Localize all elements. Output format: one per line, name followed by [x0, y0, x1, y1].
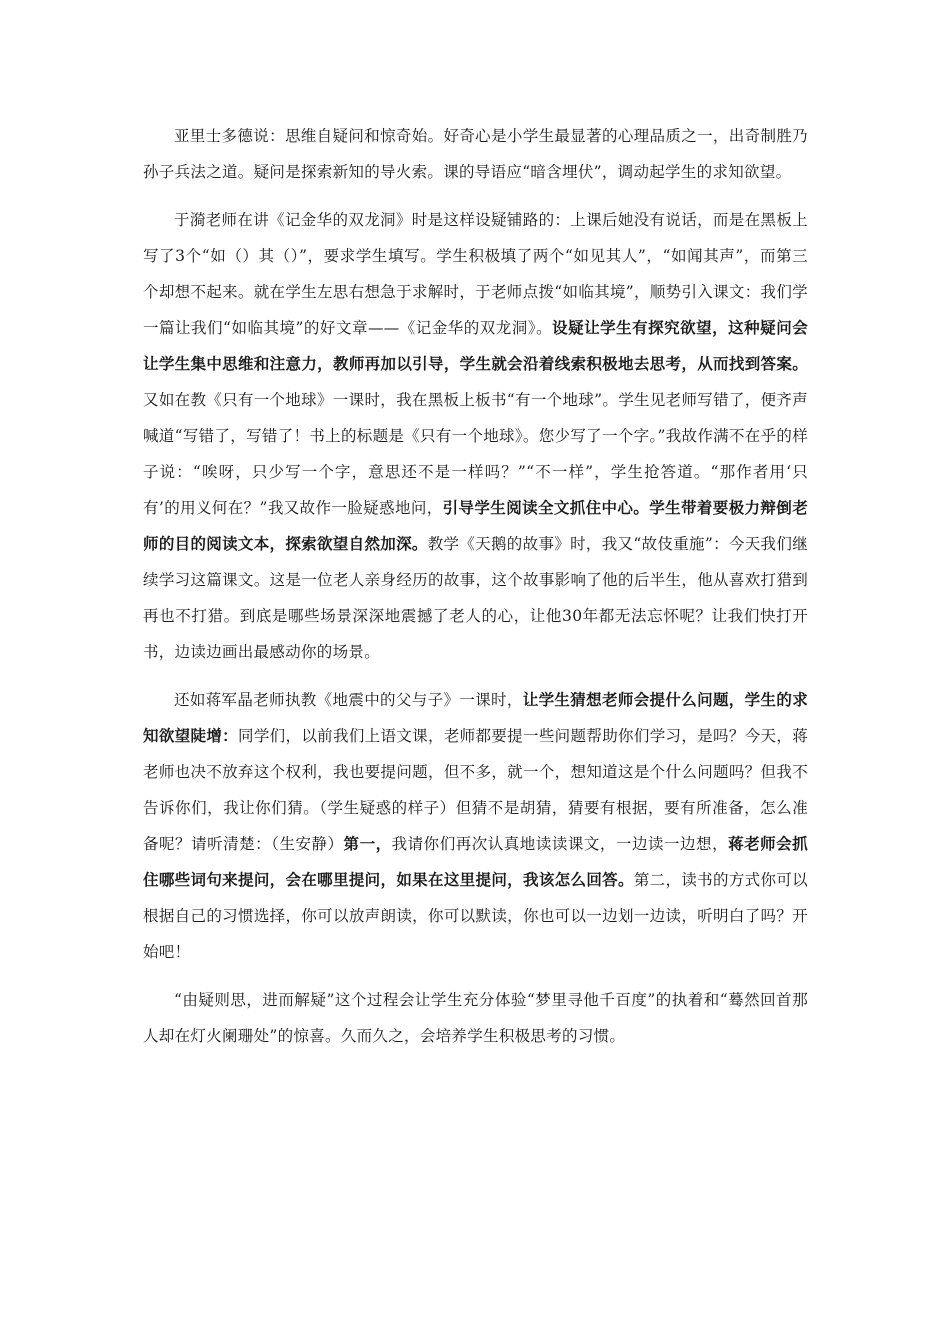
bold-text-segment: 第一，	[343, 834, 392, 853]
paragraph-aristotle	[143, 118, 808, 190]
text-segment: 第二，读书的方式你可以根据自己的习惯选择，你可以放声朗读，你可以默读，你也可以一边划一边读，听明白了吗？开始吧！	[143, 871, 808, 961]
text-segment: 亚里士多德说：思维自疑问和惊奇始。好奇心是小学生最显著的心理品质之一，出奇制胜乃孙子兵法之道。疑问是探索新知的导火索。课的导语应“暗含埋伏”，调动起学生的求知欲望。	[143, 127, 808, 181]
text-segment: 教学《天鹅的故事》时，我又“故伎重施”：今天我们继续学习这篇课文。这是一位老人亲身经历的故事，这个故事影响了他的后半生，他从喜欢打猎到再也不打猎。到底是哪些场景深深地震撼了老人的心，让他30年都无法忘怀呢？让我们快打开书，边读边画出最感动你的场景。	[143, 535, 808, 661]
text-segment: 于漪老师在讲《记金华的双龙洞》时是这样设疑铺路的：上课后她没有说话，而是在黑板上写了3个“如（）其（）”，要求学生填写。学生积极填了两个“如见其人”，“如闻其声”，而第三个却想不起来。就在学生左思右想急于求解时，于老师点拨“如临其境”，顺势引入课文：我们学一篇让我们“如临其境”的好文章——《记金华的双龙洞》。	[143, 211, 808, 337]
text-segment: 同学们，以前我们上语文课，老师都要提一些问题帮助你们学习，是吗？今天，蒋老师也决不放弃这个权利，我也要提问题，但不多，就一个，想知道这是个什么问题吗？但我不告诉你们，我让你们猜。（学生疑惑的样子）但猜不是胡猜，猜要有根据，要有所准备，怎么准备呢？请听清楚：（生安静）	[143, 727, 808, 853]
text-segment: 我请你们再次认真地读读课文，一边读一边想，	[391, 835, 729, 853]
bold-text-segment: 让学生猜想老师会提什么问题，学生的求知欲望陡增：	[143, 690, 809, 745]
bold-text-segment: 设疑让学生有探究欲望，这种疑问会让学生集中思维和注意力，教师再加以引导，学生就会沿着线索积极地去思考，从而找到答案。	[143, 318, 808, 373]
text-segment: 又如在教《只有一个地球》一课时，我在黑板上板书“有一个地球”。学生见老师写错了，便齐声喊道“写错了，写错了！书上的标题是《只有一个地球》。您少写了一个字。”我故作满不在乎的样子说：“唉呀，只少写一个字，意思还不是一样吗？”“不一样”，学生抢答道。“那作者用‘只有’的用义何在？”我又故作一脸疑惑地问，	[143, 391, 808, 517]
paragraph-conclusion	[143, 982, 808, 1054]
bold-text-segment: 引导学生阅读全文抓住中心。学生带着要极力辩倒老师的目的阅读文本，探索欲望自然加深。	[143, 498, 808, 553]
text-segment: “由疑则思，进而解疑”这个过程会让学生充分体验“梦里寻他千百度”的执着和“蓦然回首那人却在灯火阑珊处”的惊喜。久而久之，会培养学生积极思考的习惯。	[143, 991, 808, 1045]
paragraph-yu-yi	[143, 202, 808, 670]
paragraph-jiang-junjing	[143, 682, 808, 970]
document-body	[143, 118, 808, 1054]
text-segment: 还如蒋军晶老师执教《地震中的父与子》一课时，	[174, 691, 523, 709]
bold-text-segment: 蒋老师会抓住哪些词句来提问，会在哪里提问，如果在这里提问，我该怎么回答。	[143, 834, 808, 889]
